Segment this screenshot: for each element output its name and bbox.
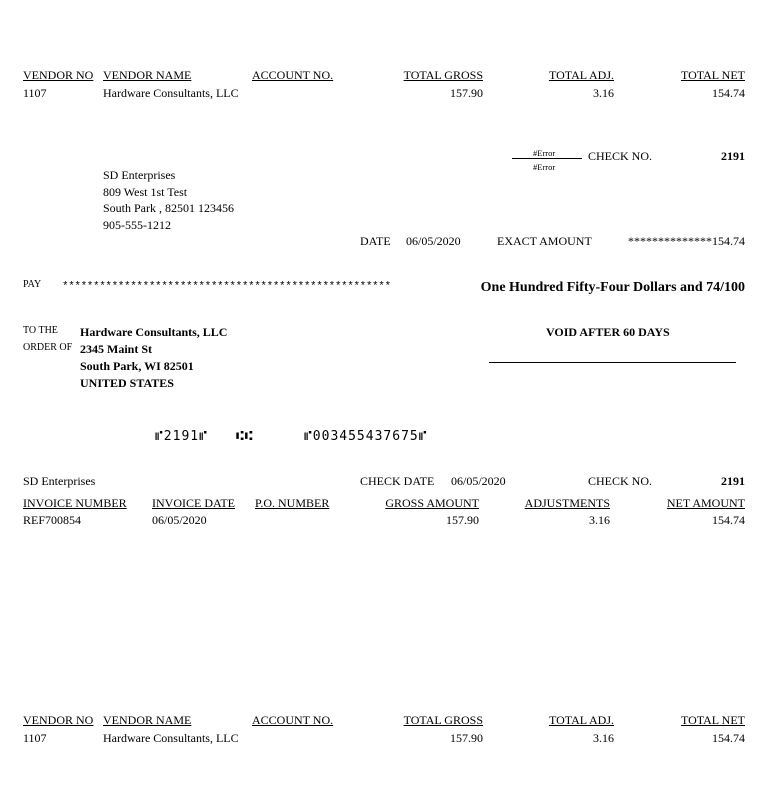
total-net-value: 154.74 [712, 86, 745, 100]
header-total-adj: TOTAL ADJ. [548, 713, 614, 727]
pay-amount-words: One Hundred Fifty-Four Dollars and 74/100 [480, 280, 745, 295]
net-amount-value: 154.74 [712, 513, 745, 527]
check-no-label: CHECK NO. [588, 149, 653, 163]
invoice-date-value: 06/05/2020 [152, 513, 207, 527]
header-total-gross: TOTAL GROSS [403, 68, 483, 82]
header-total-net: TOTAL NET [680, 713, 745, 727]
vendor-no-value: 1107 [23, 86, 47, 100]
gross-amount-value: 157.90 [446, 513, 479, 527]
header-adjustments: ADJUSTMENTS [524, 496, 610, 510]
void-notice: VOID AFTER 60 DAYS [546, 325, 670, 339]
payee-address-line1: 2345 Maint St [80, 342, 152, 356]
header-po-number: P.O. NUMBER [255, 496, 330, 510]
header-vendor-no: VENDOR NO [23, 713, 94, 727]
payer-name: SD Enterprises [103, 168, 176, 182]
exact-amount-value: **************154.74 [628, 234, 745, 248]
header-net-amount: NET AMOUNT [666, 496, 745, 510]
micr-account: ⑈003455437675⑈ [304, 429, 428, 444]
error-field-2: #Error [533, 162, 556, 172]
vendor-name-value: Hardware Consultants, LLC [103, 731, 239, 745]
payee-name: Hardware Consultants, LLC [80, 325, 228, 339]
header-vendor-name: VENDOR NAME [103, 68, 192, 82]
exact-amount-label: EXACT AMOUNT [497, 234, 592, 248]
header-vendor-name: VENDOR NAME [103, 713, 192, 727]
signature-line [489, 362, 736, 363]
total-gross-value: 157.90 [450, 731, 483, 745]
header-total-net: TOTAL NET [680, 68, 745, 82]
to-the-label: TO THE [23, 325, 58, 336]
header-invoice-number: INVOICE NUMBER [23, 496, 127, 510]
vendor-name-value: Hardware Consultants, LLC [103, 86, 239, 100]
header-vendor-no: VENDOR NO [23, 68, 94, 82]
check-date-value: 06/05/2020 [451, 474, 506, 488]
total-adj-value: 3.16 [593, 86, 614, 100]
payer-phone: 905-555-1212 [103, 218, 171, 232]
header-account-no: ACCOUNT NO. [252, 68, 334, 82]
check-no-value: 2191 [721, 149, 745, 163]
stub-check-no-value: 2191 [721, 474, 745, 488]
header-account-no: ACCOUNT NO. [252, 713, 334, 727]
vendor-no-value: 1107 [23, 731, 47, 745]
header-total-adj: TOTAL ADJ. [548, 68, 614, 82]
date-value: 06/05/2020 [406, 234, 461, 248]
total-gross-value: 157.90 [450, 86, 483, 100]
header-gross-amount: GROSS AMOUNT [385, 496, 479, 510]
order-of-label: ORDER OF [23, 342, 73, 353]
error-field-1: #Error [533, 148, 556, 158]
total-adj-value: 3.16 [593, 731, 614, 745]
adjustments-value: 3.16 [589, 513, 610, 527]
stub-check-no-label: CHECK NO. [588, 474, 653, 488]
signature-error-line [512, 158, 582, 159]
micr-check-number: ⑈2191⑈ [155, 429, 208, 444]
micr-routing: ⑆⑆ [236, 429, 254, 444]
payee-address-line2: South Park, WI 82501 [80, 359, 194, 373]
payee-country: UNITED STATES [80, 376, 174, 390]
invoice-number-value: REF700854 [23, 513, 82, 527]
pay-stars: ***************************************************** [62, 281, 391, 293]
total-net-value: 154.74 [712, 731, 745, 745]
date-label: DATE [360, 234, 391, 248]
check-date-label: CHECK DATE [360, 474, 435, 488]
stub-company-name: SD Enterprises [23, 474, 96, 488]
payer-address-line1: 809 West 1st Test [103, 185, 188, 199]
payer-address-line2: South Park , 82501 123456 [103, 201, 235, 215]
header-total-gross: TOTAL GROSS [403, 713, 483, 727]
header-invoice-date: INVOICE DATE [152, 496, 235, 510]
pay-label: PAY [23, 279, 42, 290]
